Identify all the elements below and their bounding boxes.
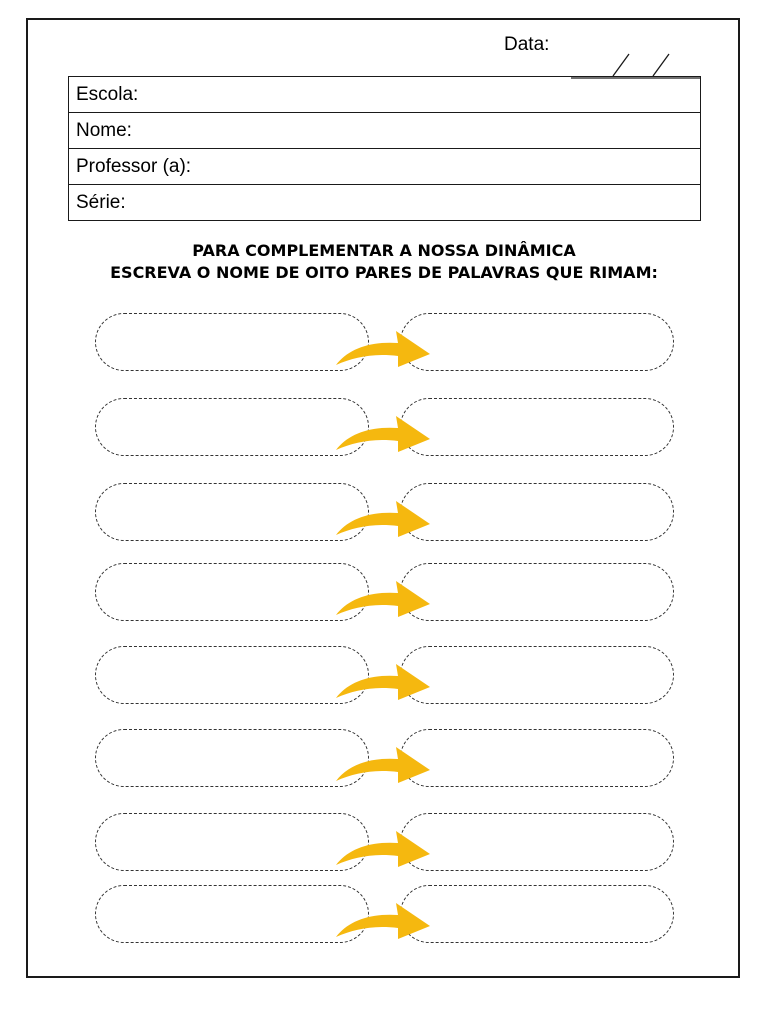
- curved-arrow-right-icon: [334, 412, 432, 452]
- rhyme-pair-row: [0, 885, 768, 947]
- rhyme-word-box-left[interactable]: [95, 483, 369, 541]
- rhyme-pair-row: [0, 813, 768, 875]
- rhyme-word-box-left[interactable]: [95, 398, 369, 456]
- curved-arrow-right-icon: [334, 660, 432, 700]
- rhyme-word-box-right[interactable]: [400, 885, 674, 943]
- serie-field[interactable]: Série:: [69, 185, 701, 221]
- curved-arrow-right-icon: [334, 577, 432, 617]
- rhyme-word-box-right[interactable]: [400, 313, 674, 371]
- professor-field[interactable]: Professor (a):: [69, 149, 701, 185]
- rhyme-pair-row: [0, 646, 768, 708]
- rhyme-word-box-right[interactable]: [400, 729, 674, 787]
- curved-arrow-right-icon: [334, 743, 432, 783]
- curved-arrow-right-icon: [334, 899, 432, 939]
- rhyme-pair-row: [0, 563, 768, 625]
- rhyme-word-box-left[interactable]: [95, 313, 369, 371]
- instruction-line-1: PARA COMPLEMENTAR A NOSSA DINÂMICA: [192, 241, 576, 260]
- rhyme-word-box-left[interactable]: [95, 885, 369, 943]
- rhyme-word-box-left[interactable]: [95, 563, 369, 621]
- rhyme-word-box-left[interactable]: [95, 813, 369, 871]
- curved-arrow-right-icon: [334, 327, 432, 367]
- date-label: Data:: [504, 34, 550, 55]
- rhyme-word-box-right[interactable]: [400, 563, 674, 621]
- rhyme-word-box-right[interactable]: [400, 483, 674, 541]
- curved-arrow-right-icon: [334, 497, 432, 537]
- rhyme-word-box-right[interactable]: [400, 398, 674, 456]
- escola-field[interactable]: Escola:: [69, 77, 701, 113]
- curved-arrow-right-icon: [334, 827, 432, 867]
- rhyme-pair-row: [0, 729, 768, 791]
- rhyme-pair-row: [0, 398, 768, 460]
- rhyme-word-box-right[interactable]: [400, 813, 674, 871]
- rhyme-word-box-left[interactable]: [95, 646, 369, 704]
- rhyme-word-box-right[interactable]: [400, 646, 674, 704]
- rhyme-pair-row: [0, 313, 768, 375]
- nome-field[interactable]: Nome:: [69, 113, 701, 149]
- instruction-line-2: ESCREVA O NOME DE OITO PARES DE PALAVRAS QUE RIMAM:: [110, 263, 658, 282]
- rhyme-pair-row: [0, 483, 768, 545]
- rhyme-word-box-left[interactable]: [95, 729, 369, 787]
